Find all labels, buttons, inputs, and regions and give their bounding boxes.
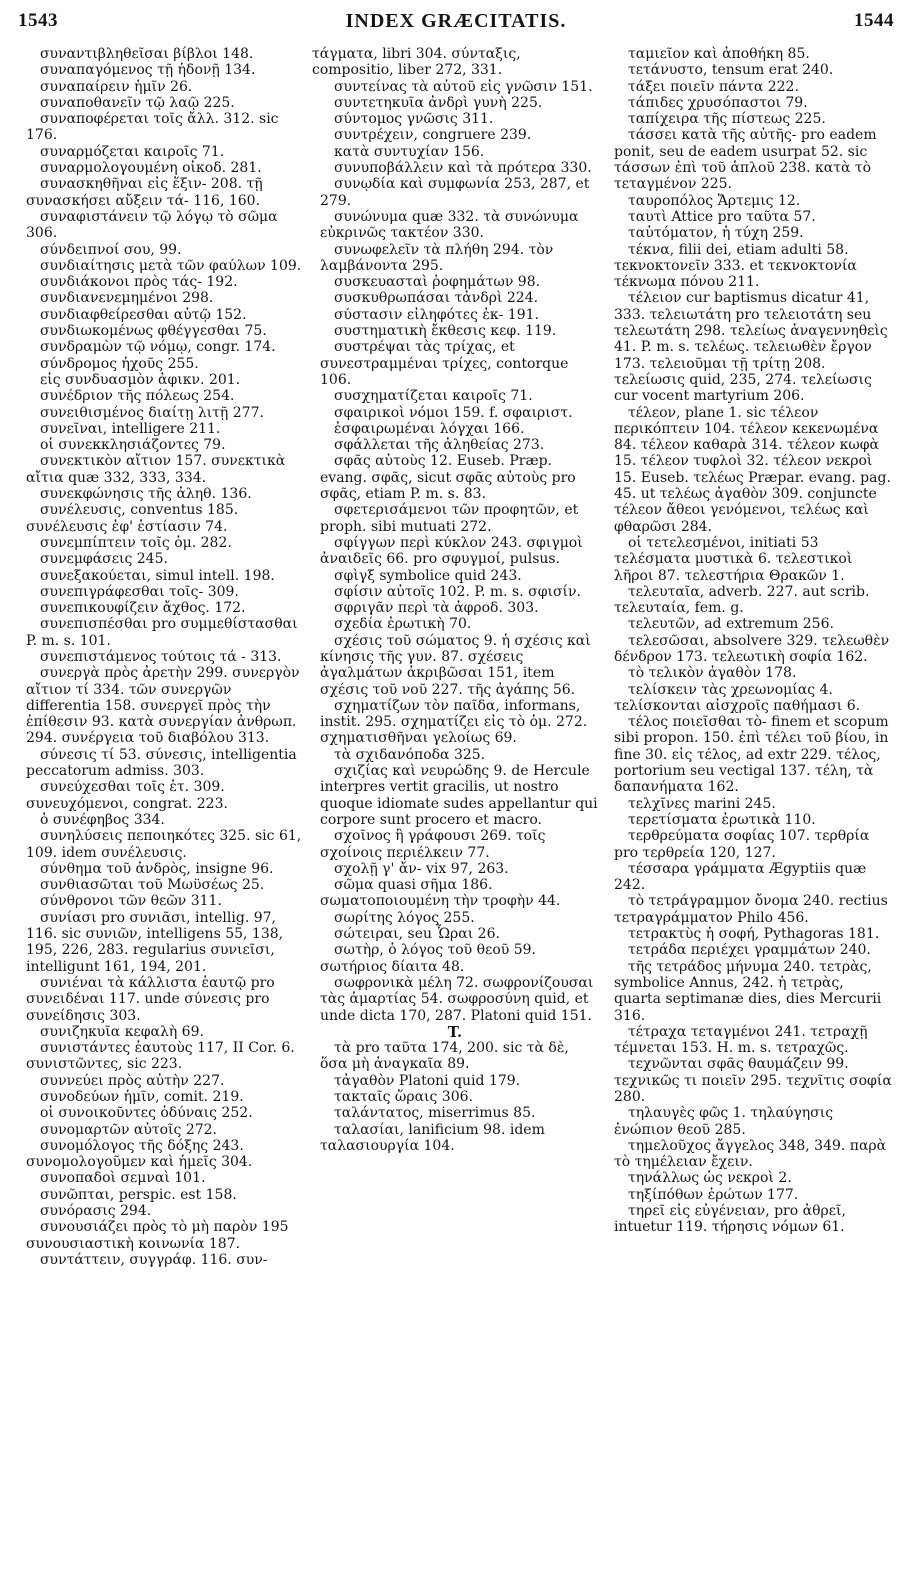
index-entry: συσχηματίζεται καιροῖς 71. <box>334 388 533 405</box>
index-entry: σχολῇ γ' ἄν- vix 97, 263. <box>334 860 509 877</box>
index-entry: συνῶπται, perspic. est 158. <box>40 1186 237 1203</box>
index-entry: σφίσιν αὐτοῖς 102. P. m. s. σφισίν. <box>334 583 581 600</box>
index-entry: συνδραμὼν τῷ νόμῳ, congr. 174. <box>40 339 276 356</box>
index-entry: σῶμα quasi σῆμα 186. σωματοποιουμένη τὴν τροφὴν 44. <box>320 877 561 910</box>
index-entry: συνομόλογος τῆς δόξης 243. συνομολογοῦμεν καὶ ἡμεῖς 304. <box>26 1137 253 1171</box>
index-entry: σύνδρομος ἠχοῦς 255. <box>40 355 199 372</box>
index-entry: τακταῖς ὥραις 306. <box>334 1089 473 1105</box>
index-entry: τηξίπόθων ἐρώτων 177. <box>628 1186 799 1203</box>
index-entry: συνωφελεῖν τὰ πλήθη 294. τὸν λαμβάνοντα 295. <box>320 241 554 274</box>
index-entry: σύντομος γνῶσις 311. <box>334 111 494 128</box>
page-number-left: 1543 <box>18 10 58 31</box>
index-entry: τελεσῶσαι, absolvere 329. τελεωθὲν δένδρον 173. τελεωτικὴ σοφία 162. <box>614 632 890 665</box>
index-entry: συνοδεύων ἡμῖν, comit. 219. <box>40 1089 244 1105</box>
index-entry: τετάνυστο, tensum erat 240. <box>628 62 834 79</box>
index-entry: σφᾶς αὐτοὺς 12. Euseb. Præp. evang. σφᾶς, sicut σφᾶς αὐτοὺς pro σφᾶς, etiam P. m. s. 83. <box>320 453 576 503</box>
index-entry: συνεπιστάμενος τούτοις τά - 313. <box>40 648 282 665</box>
index-entry: οἱ τετελεσμένοι, initiati 53 τελέσματα μυστικὰ 6. τελεστικοὶ λῆροι 87. τελεστήρια Θρακῶν 1. <box>614 534 853 584</box>
index-entry: σφίγγων περὶ κύκλον 243. σφιγμοὶ ἀναιδεῖς 66. pro σφυγμοί, pulsus. <box>320 534 583 568</box>
index-entry: σωφρονικὰ μέλη 72. σωφρονίζουσαι τὰς ἁμαρτίας 54. σωφροσύνη quid, et unde dicta 170, 287. Platoni quid 151. <box>320 974 594 1024</box>
index-entry: συντείνας τὰ αὐτοῦ εἰς γνῶσιν 151. <box>334 78 593 95</box>
index-entry: σωτὴρ, ὁ λόγος τοῦ θεοῦ 59. σωτήριος δίαιτα 48. <box>320 942 536 975</box>
index-entry: τὰ pro ταῦτα 174, 200. sic τὰ δὲ, ὅσα μὴ ἀναγκαῖα 89. <box>320 1040 569 1073</box>
index-entry: συνεμπίπτειν τοῖς ὁμ. 282. <box>40 534 232 551</box>
index-entry: τέκνα, filii dei, etiam adulti 58. τεκνοκτονεῖν 333. et τεκνοκτονία τέκνωμα πόνου 211. <box>614 241 857 291</box>
running-title: INDEX GRÆCITATIS. <box>345 10 567 32</box>
index-entry: τετράδα περιέχει γραμμάτων 240. <box>628 942 871 959</box>
index-entry: συστρέψαι τὰς τρίχας, et συνεστραμμέναι τρίχες, contorque 106. <box>320 339 569 388</box>
index-entry: συναπαίρειν ἡμῖν 26. <box>40 78 193 95</box>
index-entry: σφριγᾶν περὶ τὰ ἀφροδ. 303. <box>334 600 539 617</box>
index-column-3 <box>606 46 892 1581</box>
index-entry: συνίασι pro συνιᾶσι, intellig. 97, 116. sic συνιῶν, intelligens 55, 138, 195, 226, 283. regularius συνιεῖσι, intelligunt 161, 194, 201. <box>26 909 284 975</box>
index-entry: συνομαρτῶν αὐτοῖς 272. <box>40 1121 218 1138</box>
index-entry: συνιζηκυῖα κεφαλὴ 69. <box>40 1023 204 1040</box>
index-entry: ταπίχειρα τῆς πίστεως 225. <box>628 111 826 128</box>
index-entry: συνεῖναι, intelligere 211. <box>40 420 221 437</box>
index-entry: τελευταῖα, adverb. 227. aut scrib. τελευταία, fem. g. <box>614 583 870 617</box>
page-number-right: 1544 <box>854 10 894 31</box>
index-entry: συνδιωκομένως φθέγγεσθαι 75. <box>40 323 267 340</box>
index-entry: ταλασίαι, lanificium 98. idem ταλασιουργία 104. <box>320 1121 545 1154</box>
index-entry: ταὐτόματον, ἡ τύχη 259. <box>628 225 804 242</box>
index-entry: συναντιβληθεῖσαι βίβλοι 148. <box>40 46 254 62</box>
index-entry: συνοπαδοὶ σεμναὶ 101. <box>40 1170 206 1187</box>
index-entry: τάγματα, libri 304. σύνταξις, compositio, liber 272, 331. <box>312 46 521 79</box>
index-entry: σχέσις τοῦ σώματος 9. ἡ σχέσις καὶ κίνησις τῆς γυν. 87. σχέσεις ἀγαλμάτων ἀκριβῶσαι 151, item σχέσις τοῦ νοῦ 227. τῆς ἀγάπης 56. <box>320 632 591 698</box>
index-entry: σχεδία ἐρωτικὴ 70. <box>334 616 472 633</box>
index-entry: κατὰ συντυχίαν 156. <box>334 143 485 160</box>
index-entry: συνουσιάζει πρὸς τὸ μὴ παρὸν 195 συνουσιαστικὴ κοινωνία 187. <box>26 1219 289 1252</box>
index-entry: συναφιστάνειν τῷ λόγῳ τὸ σῶμα 306. <box>26 208 278 242</box>
index-entry: συνδιανενεμημένοι 298. <box>40 290 214 307</box>
index-column-1 <box>18 46 304 1581</box>
index-entry: συνεπιγράφεσθαι τοῖς- 309. <box>40 583 239 600</box>
index-entry: συνεπισπέσθαι pro συμμεθίστασθαι P. m. s. 101. <box>26 616 298 649</box>
index-entry: τηρεῖ εἰς εὐγένειαν, pro ἀθρεῖ, intuetur 119. τήρησις νόμων 61. <box>614 1203 846 1236</box>
index-entry: ταμιεῖον καὶ ἀποθήκη 85. <box>628 46 810 62</box>
index-entry: συνιέναι τὰ κάλλιστα ἑαυτῷ pro συνειδέναι 117. unde σύνεσις pro συνείδησις 303. <box>26 974 275 1024</box>
index-entry: συνδιάκονοι πρὸς τάς- 192. <box>40 274 238 291</box>
index-entry: συσκυθρωπάσαι τἀνδρὶ 224. <box>334 290 539 307</box>
index-entry: συνδιαφθείρεσθαι αὐτῷ 152. <box>40 306 247 323</box>
index-entry: τελίσκειν τὰς χρεωνομίας 4. τελίσκονται αἰσχροῖς παθήμασι 6. <box>614 681 861 714</box>
index-entry: τέσσαρα γράμματα Ægyptiis quæ 242. <box>614 860 867 894</box>
index-entry: συντάττειν, συγγράφ. 116. συν- <box>40 1251 268 1268</box>
index-entry: σφὶγξ symbolice quid 243. <box>334 567 522 584</box>
index-entry: συνασκηθῆναι εἰς ἕξιν- 208. τῇ συνασκήσει αὔξειν τά- 116, 160. <box>26 176 263 209</box>
index-entry: οἱ συνοικοῦντες ὀδύναις 252. <box>40 1105 253 1122</box>
index-entry: συνυποβάλλειν καὶ τὰ πρότερα 330. <box>334 160 592 177</box>
index-entry: συνέδριον τῆς πόλεως 254. <box>40 388 235 405</box>
index-entry: ὁ συνέφηβος 334. <box>40 811 165 828</box>
index-entry: τὸ τελικὸν ἀγαθὸν 178. <box>628 665 797 682</box>
index-entry: τερετίσματα ἐρωτικὰ 110. <box>628 811 816 828</box>
index-entry: τηνάλλως ὡς νεκροὶ 2. <box>628 1170 792 1187</box>
index-entry: τηλαυγὲς φῶς 1. τηλαύγησις ἐνώπιον θεοῦ 285. <box>614 1105 834 1138</box>
index-entry: τέλειον cur baptismus dicatur 41, 333. τελειωτάτη pro τελειοτάτη seu τελεωτάτη 298. τελείως ἀναγεννηθεὶς 41. P. m. s. τελέως. τελειωθὲν ἔργον 173. τελειοῦμαι τῇ τρίτῃ 208. τελείωσις quid, 235, 274. τελείωσις cur vocent martyrium 206. <box>614 290 888 405</box>
index-entry: σφαιρικοὶ νόμοι 159. f. σφαιριστ. <box>334 404 573 421</box>
index-entry: τὸ τετράγραμμον ὄνομα 240. rectius τετραγράμματον Philo 456. <box>614 893 888 926</box>
index-entry: τέτραχα τεταγμένοι 241. τετραχῇ τέμνεται 153. H. m. s. τετραχῶς. <box>614 1023 868 1057</box>
index-entry: συνεπικουφίζειν ἄχθος. 172. <box>40 600 246 617</box>
letter-heading: T. <box>447 1022 463 1041</box>
index-entry: συναρμολογουμένη οἰκοδ. 281. <box>40 160 262 177</box>
index-entry: τῆς τετράδος μήνυμα 240. τετρὰς, symbolice Annus, 242. ἡ τετρὰς, quarta septimanæ dies, dies Mercurii 316. <box>614 958 882 1024</box>
index-entry: τάσσει κατὰ τῆς αὐτῆς- pro eadem ponit, seu de eadem usurpat 52. sic τάσσων ἐπὶ τοῦ ἁπλοῦ 238. κατὰ τὸ τεταγμένον 225. <box>614 127 877 193</box>
index-entry: ἐσφαιρωμέναι λόγχαι 166. <box>334 420 525 437</box>
index-entry: συνώνυμα quæ 332. τὰ συνώνυμα εὐκρινῶς τακτέον 330. <box>320 208 579 242</box>
index-entry: ταυροπόλος Ἄρτεμις 12. <box>628 192 801 209</box>
index-entry: συσκευασταὶ ῥοφημάτων 98. <box>334 274 541 291</box>
index-entry: σύνθρονοι τῶν θεῶν 311. <box>40 893 222 910</box>
index-entry: σφάλλεται τῆς ἀληθείας 273. <box>334 437 545 454</box>
index-entry: συνεύχεσθαι τοῖς ἑτ. 309. συνευχόμενοι, congrat. 223. <box>26 779 228 812</box>
index-entry: τελευτῶν, ad extremum 256. <box>628 616 834 633</box>
index-entry: συννεύει πρὸς αὐτὴν 227. <box>40 1072 225 1089</box>
index-column-2 <box>312 46 598 1581</box>
index-entry: σχιζίας καὶ νευρώδης 9. de Hercule interpres vertit gracilis, ut nostro quoque idiomate sudes appellantur qui corpore sunt procero et macro. <box>320 763 598 828</box>
index-entry: τέλος ποιεῖσθαι τὸ- finem et scopum sibi propon. 150. ἐπὶ τέλει τοῦ βίου, in fine 30. εἰς τέλος, ad extr 229. τέλος, portorium seu vectigal 137. τέλη, τὰ δαπανήματα 162. <box>614 714 889 796</box>
index-entry: συνεξακούεται, simul intell. 198. <box>40 567 275 584</box>
index-entry: συνῳδία καὶ συμφωνία 253, 287, et 279. <box>320 176 590 209</box>
index-entry: τάπιδες χρυσόπαστοι 79. <box>628 94 808 111</box>
index-entry: συνεκτικὸν αἴτιον 157. συνεκτικὰ αἴτια quæ 332, 333, 334. <box>26 453 286 486</box>
index-entry: ταλάντατος, miserrimus 85. <box>334 1105 536 1122</box>
index-entry: σύνθημα τοῦ ἀνδρὸς, insigne 96. <box>40 860 274 877</box>
index-entry: συνιστάντες ἑαυτοὺς 117, II Cor. 6. συνιστῶντες, sic 223. <box>26 1040 295 1073</box>
index-entry: σύστασιν εἰληφότες ἐκ- 191. <box>334 306 539 323</box>
page-header <box>18 8 894 38</box>
index-entry: τετρακτὺς ἡ σοφή, Pythagoras 181. <box>628 926 880 943</box>
index-entry: εἰς συνδυασμὸν ἀφικν. 201. <box>40 371 241 388</box>
index-entry: συναποφέρεται τοῖς ἄλλ. 312. sic 176. <box>26 111 279 144</box>
index-entry: συνθιασῶται τοῦ Μωϋσέως 25. <box>40 877 265 894</box>
index-entry: συντετηκυῖα ἀνδρὶ γυνὴ 225. <box>334 94 543 111</box>
index-entry: συντρέχειν, congruere 239. <box>334 127 532 144</box>
index-entry: τελχῖνες marini 245. <box>628 795 776 812</box>
index-entry: συνεκφώνησις τῆς ἀληθ. 136. <box>40 486 252 503</box>
index-entry: συνεμφάσεις 245. <box>40 551 168 568</box>
index-entry: τέλεον, plane 1. sic τέλεον περικόπτειν 104. τέλεον κεκενωμένα 84. τέλεον καθαρὰ 314. τέλεον κωφὰ 15. τέλεον τυφλοὶ 32. τέλεον νεκροὶ 15. Euseb. τελέως Præpar. evang. pag. 45. ut τελέως ἀγαθὸν 309. conjuncte τέλεον ἄθεοι γενόμενοι, τελέως καὶ φθαρῶσι 284. <box>614 404 891 535</box>
index-entry: τεχνῶνται σφᾶς θαυμάζειν 99. τεχνικῶς τι ποιεῖν 295. τεχνῖτις σοφία 280. <box>614 1056 892 1105</box>
index-entry: συνειθισμένος διαίτῃ λιτῇ 277. <box>40 404 264 421</box>
index-entry: σύνεσις τί 53. σύνεσις, intelligentia peccatorum admiss. 303. <box>26 746 297 780</box>
index-entry: συναπαγόμενος τῇ ἡδονῇ 134. <box>40 62 256 79</box>
index-entry: συνόρασις 294. <box>40 1203 152 1220</box>
index-entry: τερθρεύματα σοφίας 107. τερθρία pro τερθρεία 120, 127. <box>614 828 870 861</box>
index-entry: σύνδειπνοί σου, 99. <box>40 241 182 258</box>
index-entry: τημελοῦχος ἄγγελος 348, 349. παρὰ τὸ τημέλειαν ἔχειν. <box>614 1137 887 1171</box>
index-entry: συνδιαίτησις μετὰ τῶν φαύλων 109. <box>40 257 302 274</box>
index-entry: σχηματίζων τὸν παῖδα, informans, instit. 295. σχηματίζει εἰς τὸ ὁμ. 272. σχηματισθῆναι γελοίως 69. <box>320 697 588 747</box>
index-entry: συνηλύσεις πεποιηκότες 325. sic 61, 109. idem συνέλευσις. <box>26 828 302 861</box>
index-entry: συναποθανεῖν τῷ λαῷ 225. <box>40 94 235 111</box>
index-entry: σώτειραι, seu Ὧραι 26. <box>334 926 500 943</box>
index-entry: σωρίτης λόγος 255. <box>334 909 475 926</box>
index-entry: τὰ σχιδανόποδα 325. <box>334 746 486 763</box>
index-entry: τἀγαθὸν Platoni quid 179. <box>334 1072 521 1089</box>
index-entry: συστηματικὴ ἔκθεσις κεφ. 119. <box>334 323 557 340</box>
index-entry: σφετερισάμενοι τῶν προφητῶν, et proph. sibi mutuati 272. <box>320 502 579 535</box>
index-entry: ταυτὶ Attice pro ταῦτα 57. <box>628 208 816 225</box>
index-entry: συναρμόζεται καιροῖς 71. <box>40 143 225 160</box>
index-entry: σχοῖνος ἢ γράφουσι 269. τοῖς σχοίνοις περιέλκειν 77. <box>320 828 546 861</box>
index-entry: συνεργὰ πρὸς ἀρετὴν 299. συνεργὸν αἴτιον τί 334. τῶν συνεργῶν differentia 158. συνεργεῖ πρὸς τὴν ἐπίθεσιν 93. κατὰ συνεργίαν ἀνθρωπ. 294. συνέργεια τοῦ διαβόλου 313. <box>26 665 300 747</box>
index-entry: συνέλευσις, conventus 185. συνέλευσις ἐφ' ἑστίασιν 74. <box>26 502 239 535</box>
index-entry: οἱ συνεκκλησιάζοντες 79. <box>40 437 226 454</box>
index-entry: τάξει ποιεῖν πάντα 222. <box>628 78 799 95</box>
